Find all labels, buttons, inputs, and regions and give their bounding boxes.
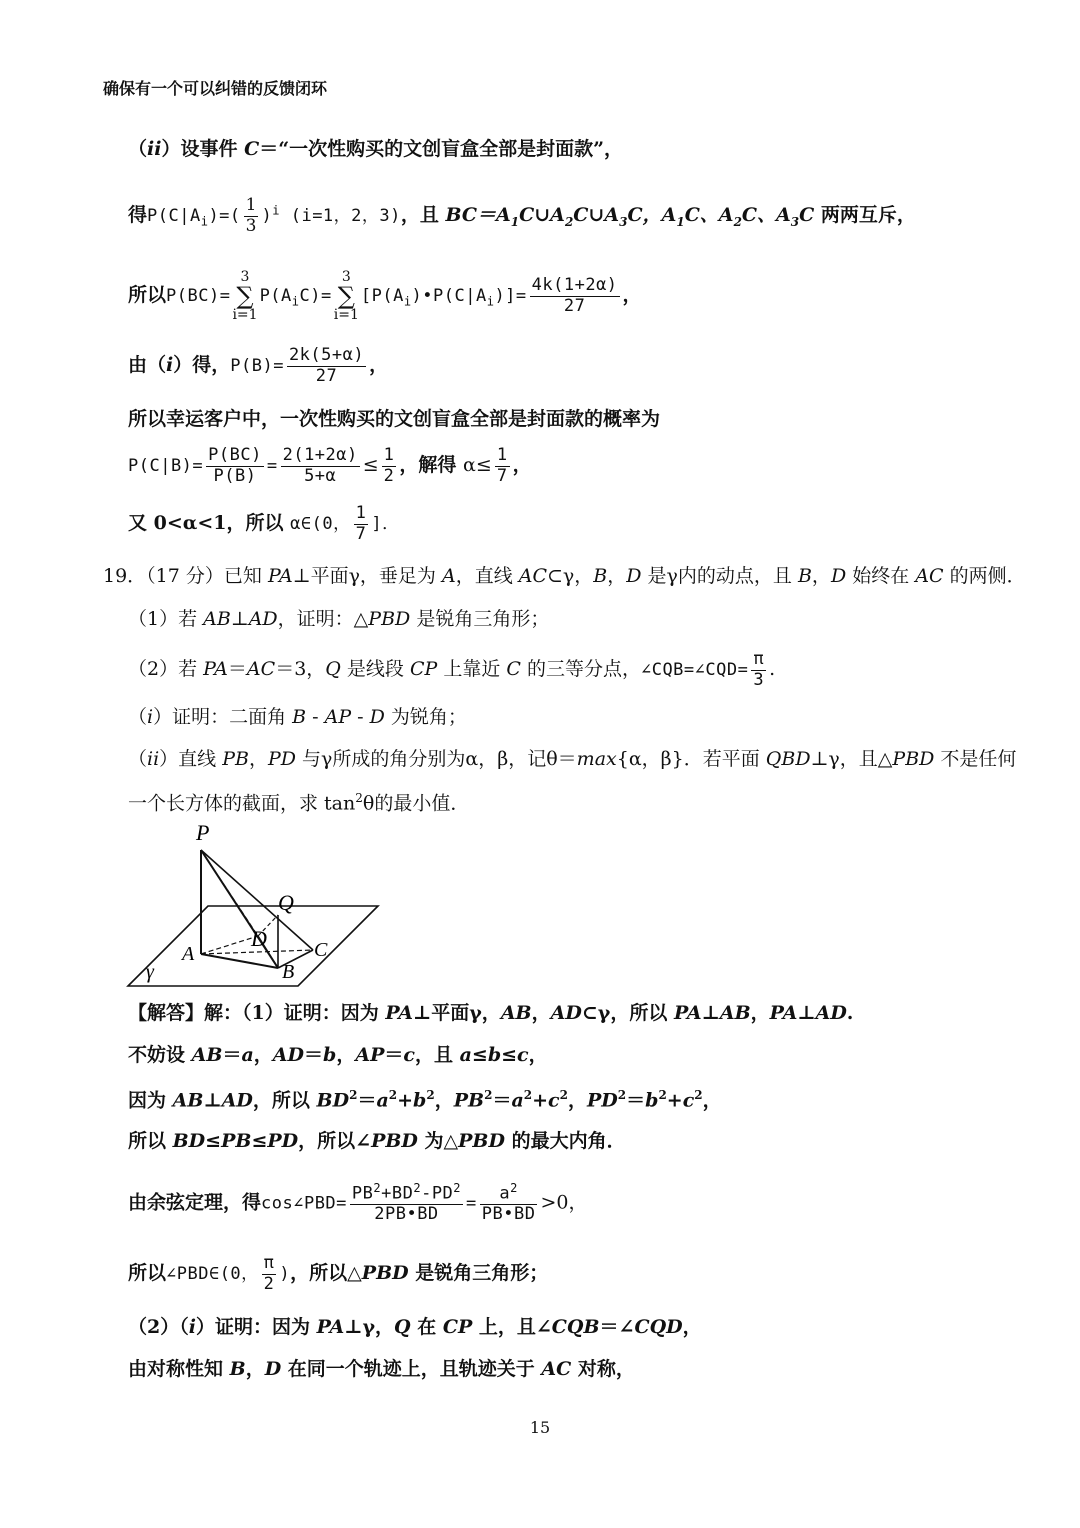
q19-line-5: （ii）直线 PB，PD 与γ所成的角分别为α，β，记θ＝max{α，β}．若平面 QBD⊥γ，且△PBD 不是任何: [128, 748, 1017, 770]
part-ii-line-6: P(C|B)= $\frac{P(BC)}{P(B)}$ = $\frac{2(1+2\alpha)}{5+\alpha}$ ≤ $\frac{1}{2}$ ，解得 α≤ $\frac{1}{7}$ ，: [128, 445, 532, 486]
solution-line-5: 由余弦定理，得cos∠PBD= $\frac{PB^2+BD^2-PD^2}{2PB•BD}$ = $\frac{a^2}{PB•BD}$ >0，: [128, 1181, 588, 1225]
part-ii-line-4: 由（i）得，P(B)= $\frac{2k(5+\alpha)}{27}$ ，: [128, 345, 389, 386]
q19-line-3: （2）若 PA＝AC＝3，Q 是线段 CP 上靠近 C 的三等分点，∠CQB=∠CQD= $\frac{\pi}{3}$ .: [128, 649, 776, 690]
q19-line-1: 19．（17 分）已知 PA⊥平面γ，垂足为 A，直线 AC⊂γ，B，D 是γ内的动点，且 B，D 始终在 AC 的两侧．: [103, 565, 1026, 587]
label-a: A: [182, 943, 195, 965]
label-c: C: [314, 939, 328, 961]
solution-line-8: 由对称性知 B，D 在同一个轨迹上，且轨迹关于 AC 对称，: [128, 1358, 635, 1380]
solution-line-7: （2）（i）证明：因为 PA⊥γ，Q 在 CP 上，且∠CQB＝∠CQD，: [128, 1316, 702, 1338]
solution-line-4: 所以 BD≤PB≤PD，所以∠PBD 为△PBD 的最大内角．: [128, 1130, 626, 1152]
solution-line-3: 因为 AB⊥AD，所以 $BD^2=a^2+b^2$，$PB^2=a^2+c^2$，$PD^2=b^2+c^2$，: [128, 1088, 722, 1112]
edge-ad: [201, 936, 258, 954]
geometry-figure: [118, 818, 398, 994]
solution-line-6: 所以∠PBD∈(0， $\frac{\pi}{2}$ )，所以△PBD 是锐角三角形；: [128, 1253, 549, 1294]
q19-line-4: （i）证明：二面角 B - AP - D 为锐角；: [128, 706, 467, 728]
part-ii-line-2: 得$P(C|A_i)=$( $\frac{1}{3}$ )$^i$ (i=1，2，3)，且 $BC=A_1C\cup A_2C\cup A_3C$，$A_1C$、$A_2C$、$A_3C$ 两两互斥，: [128, 195, 916, 236]
solution-line-2: 不妨设 AB＝a，AD＝b，AP＝c，且 a≤b≤c，: [128, 1044, 548, 1066]
q19-line-2: （1）若 AB⊥AD，证明：△PBD 是锐角三角形；: [128, 608, 550, 630]
part-ii-line-3: 所以P(BC)=3 ∑ $i=1P(A_iC)=3$ ∑ $i=1[P(A_i)•P(C|A_i)]=$ $\frac{4k(1+2\alpha)}{27}$ ，: [128, 269, 642, 323]
label-gamma: γ: [146, 961, 154, 983]
solution-line-1: 【解答】解：（1）证明：因为 PA⊥平面γ，AB，AD⊂γ，所以 PA⊥AB，PA⊥AD.: [128, 1002, 854, 1024]
edge-ab: [201, 954, 278, 968]
page-header: 确保有一个可以纠错的反馈闭环: [103, 79, 328, 98]
page-number: 15: [529, 1418, 551, 1437]
part-ii-line-1: （ii）设事件 C＝“一次性购买的文创盲盒全部是封面款”，: [128, 138, 624, 160]
label-q: Q: [278, 890, 294, 915]
part-ii-line-5: 所以幸运客户中，一次性购买的文创盲盒全部是封面款的概率为: [128, 408, 661, 430]
label-d: D: [251, 926, 267, 951]
label-p: P: [196, 820, 210, 845]
q19-line-6: 一个长方体的截面，求 $\tan^2\theta$的最小值．: [128, 791, 470, 815]
part-ii-line-7: 又 0<α<1，所以 α∈(0， $\frac{1}{7}$ ]．: [128, 503, 400, 544]
label-b: B: [282, 961, 295, 983]
